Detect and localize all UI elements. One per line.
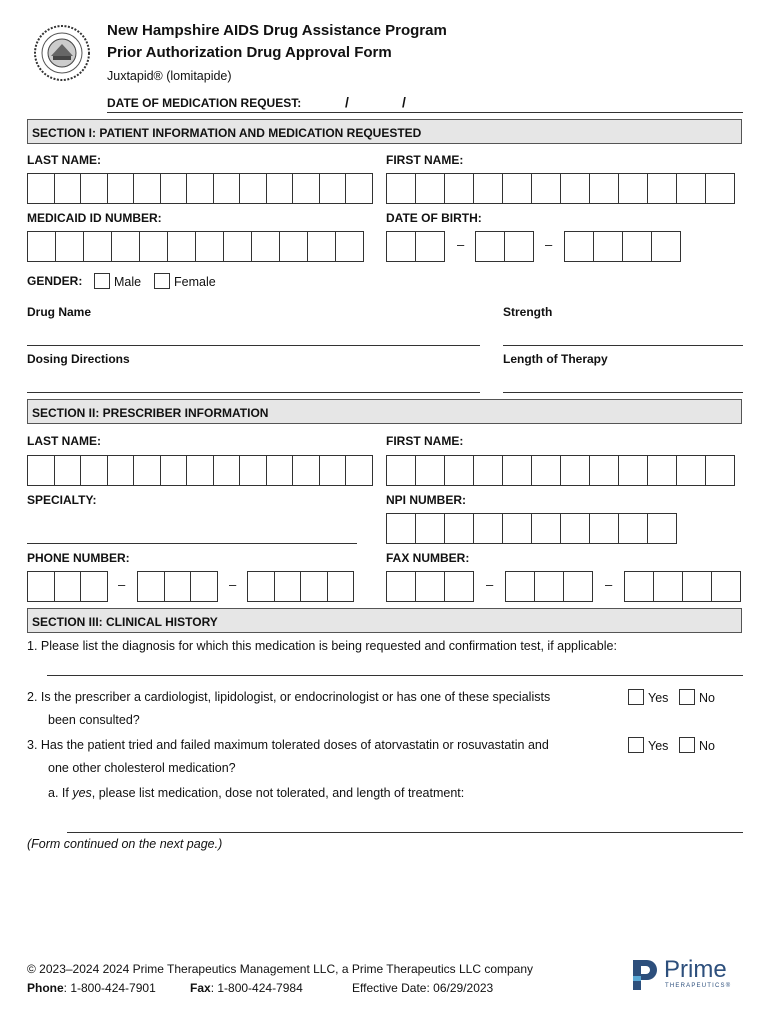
state-seal xyxy=(33,24,91,82)
q2-yes-option[interactable] xyxy=(628,689,668,705)
patient-first-name-label: FIRST NAME: xyxy=(386,153,464,167)
dob-day-boxes[interactable] xyxy=(475,231,534,262)
dob-year-boxes[interactable] xyxy=(564,231,681,262)
section-2-header: SECTION II: PRESCRIBER INFORMATION xyxy=(27,399,742,424)
phone-label: PHONE NUMBER: xyxy=(27,551,130,565)
q3-yes-label: Yes xyxy=(648,739,669,753)
phone-prefix-boxes[interactable] xyxy=(137,571,218,602)
prime-logo-word: Prime xyxy=(664,956,727,983)
question-1: 1. Please list the diagnosis for which this medication is being requested and confirmation test, if applicable: xyxy=(27,639,617,653)
prime-logo-mark-icon xyxy=(631,958,659,992)
form-title-line2: Prior Authorization Drug Approval Form xyxy=(107,44,392,61)
q3a-emphasis: yes xyxy=(72,786,92,800)
specialty-line[interactable] xyxy=(27,543,357,544)
q3a-prefix: a. If xyxy=(48,786,73,800)
dosing-label: Dosing Directions xyxy=(27,352,130,366)
prescriber-last-name-label: LAST NAME: xyxy=(27,434,101,448)
prescriber-first-name-boxes[interactable] xyxy=(386,455,735,486)
fax-dash-2: – xyxy=(605,577,613,592)
q3-yes-checkbox[interactable] xyxy=(628,737,644,753)
q2-yes-label: Yes xyxy=(648,691,669,705)
dosing-line[interactable] xyxy=(27,392,480,393)
question-1-line[interactable] xyxy=(47,675,743,676)
q3-no-label: No xyxy=(699,739,715,753)
patient-last-name-boxes[interactable] xyxy=(27,173,373,204)
section-1-header: SECTION I: PATIENT INFORMATION AND MEDICATION REQUESTED xyxy=(27,119,742,144)
q3-no-option[interactable] xyxy=(679,737,715,753)
date-request-label: DATE OF MEDICATION REQUEST: xyxy=(107,96,302,110)
question-3a-line[interactable] xyxy=(67,832,743,833)
fax-label: FAX NUMBER: xyxy=(386,551,470,565)
dob-dash-2: – xyxy=(545,237,553,252)
medicaid-id-boxes[interactable] xyxy=(27,231,364,262)
date-sep-2: / xyxy=(402,94,406,110)
dob-label: DATE OF BIRTH: xyxy=(386,211,482,225)
male-label: Male xyxy=(114,275,142,289)
female-checkbox[interactable] xyxy=(154,273,170,289)
question-2-line2: been consulted? xyxy=(48,713,140,727)
specialty-label: SPECIALTY: xyxy=(27,493,97,507)
prescriber-first-name-label: FIRST NAME: xyxy=(386,434,464,448)
q3a-suffix: , please list medication, dose not tolerated, and length of treatment: xyxy=(91,786,465,800)
strength-label: Strength xyxy=(503,305,553,319)
length-line[interactable] xyxy=(503,392,743,393)
fax-prefix-boxes[interactable] xyxy=(505,571,593,602)
drug-name-line[interactable] xyxy=(27,345,480,346)
q3-no-checkbox[interactable] xyxy=(679,737,695,753)
fax-footer xyxy=(190,981,303,995)
q3-yes-option[interactable] xyxy=(628,737,668,753)
question-3a xyxy=(48,786,464,800)
copyright-text: © 2023–2024 2024 Prime Therapeutics Management LLC, a Prime Therapeutics LLC company xyxy=(27,962,534,976)
fax-dash-1: – xyxy=(486,577,494,592)
fax-footer-value: : 1-800-424-7984 xyxy=(210,981,303,995)
male-checkbox[interactable] xyxy=(94,273,110,289)
prescriber-last-name-boxes[interactable] xyxy=(27,455,373,486)
form-title-line1: New Hampshire AIDS Drug Assistance Program xyxy=(107,22,447,39)
medicaid-id-label: MEDICAID ID NUMBER: xyxy=(27,211,162,225)
phone-dash-1: – xyxy=(118,577,126,592)
question-2-line1: 2. Is the prescriber a cardiologist, lipidologist, or endocrinologist or has one of these specialists xyxy=(27,690,551,704)
phone-footer-value: : 1-800-424-7901 xyxy=(63,981,156,995)
date-sep-1: / xyxy=(345,94,349,110)
dob-month-boxes[interactable] xyxy=(386,231,445,262)
drug-subtitle: Juxtapid® (lomitapide) xyxy=(107,69,232,83)
drug-name-label: Drug Name xyxy=(27,305,92,319)
prime-logo xyxy=(631,958,746,994)
q2-no-option[interactable] xyxy=(679,689,715,705)
phone-footer-label: Phone xyxy=(27,981,64,995)
gender-female-option[interactable] xyxy=(154,273,216,289)
question-3-line2: one other cholesterol medication? xyxy=(48,761,236,775)
question-3-line1: 3. Has the patient tried and failed maximum tolerated doses of atorvastatin or rosuvastatin and xyxy=(27,738,549,752)
patient-last-name-label: LAST NAME: xyxy=(27,153,101,167)
gender-label: GENDER: xyxy=(27,274,83,288)
effective-date: Effective Date: 06/29/2023 xyxy=(352,981,494,995)
continued-note: (Form continued on the next page.) xyxy=(27,837,223,851)
prime-logo-sub: THERAPEUTICS® xyxy=(665,983,732,989)
length-therapy-label: Length of Therapy xyxy=(503,352,608,366)
phone-dash-2: – xyxy=(229,577,237,592)
fax-footer-label: Fax xyxy=(190,981,211,995)
gender-male-option[interactable] xyxy=(94,273,141,289)
date-underline[interactable] xyxy=(107,112,743,113)
q2-no-checkbox[interactable] xyxy=(679,689,695,705)
fax-area-boxes[interactable] xyxy=(386,571,474,602)
npi-boxes[interactable] xyxy=(386,513,677,544)
section-3-header: SECTION III: CLINICAL HISTORY xyxy=(27,608,742,633)
dob-dash-1: – xyxy=(457,237,465,252)
strength-line[interactable] xyxy=(503,345,743,346)
q2-yes-checkbox[interactable] xyxy=(628,689,644,705)
phone-line-boxes[interactable] xyxy=(247,571,354,602)
npi-label: NPI NUMBER: xyxy=(386,493,466,507)
phone-area-boxes[interactable] xyxy=(27,571,108,602)
patient-first-name-boxes[interactable] xyxy=(386,173,735,204)
q2-no-label: No xyxy=(699,691,715,705)
fax-line-boxes[interactable] xyxy=(624,571,741,602)
female-label: Female xyxy=(174,275,216,289)
phone-footer xyxy=(27,981,156,995)
